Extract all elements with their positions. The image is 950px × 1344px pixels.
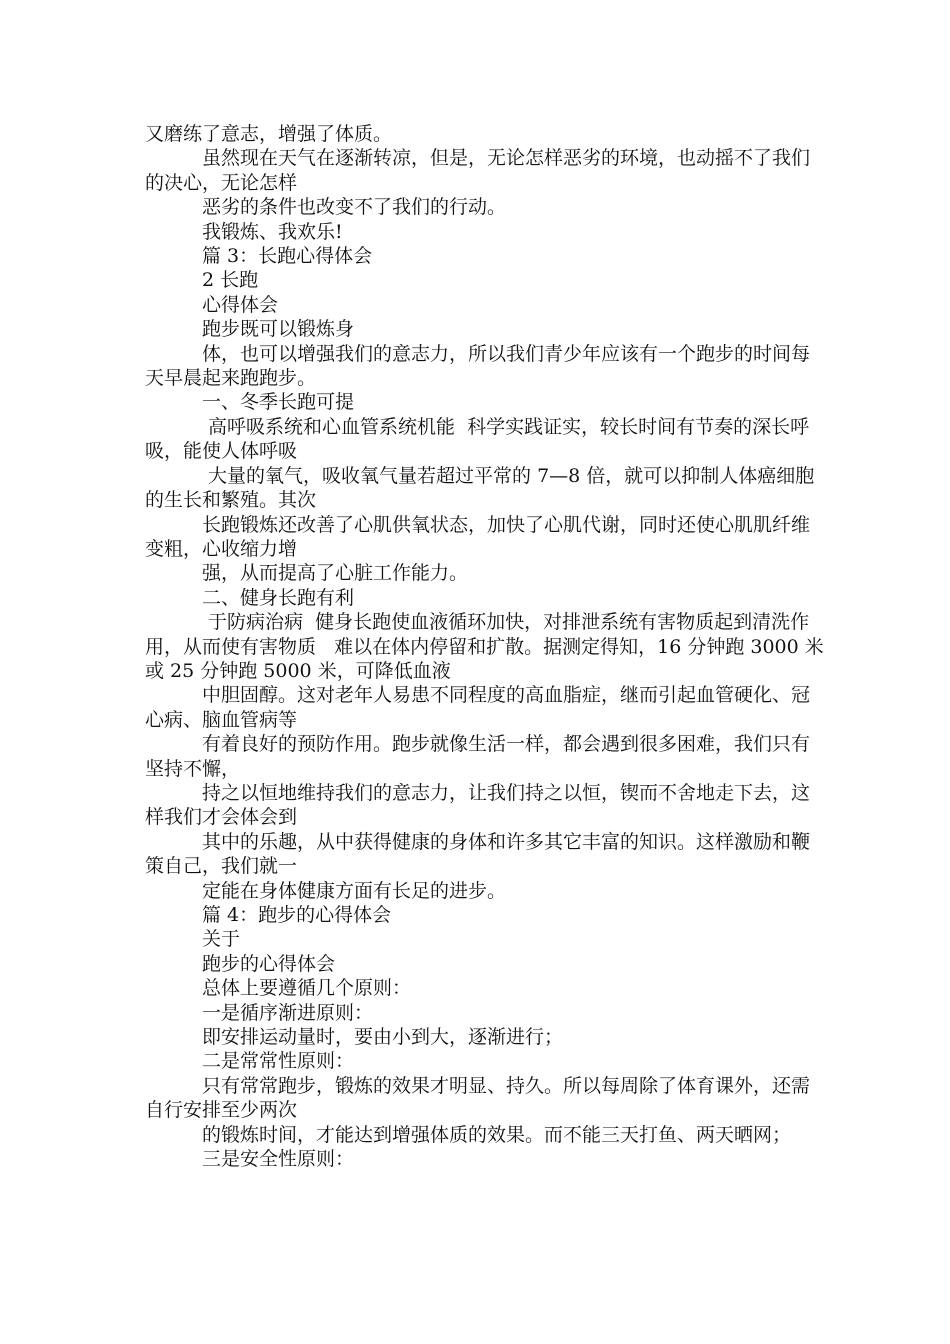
paragraph: 强，从而提高了心脏工作能力。 (202, 562, 469, 585)
paragraph: 持之以恒地维持我们的意志力，让我们持之以恒，锲而不舍地走下去，这样我们才会体会到 (145, 781, 811, 829)
paragraph: 的锻炼时间，才能达到增强体质的效果。而不能三天打鱼、两天晒网； (202, 1123, 792, 1146)
paragraph: 心得体会 (202, 293, 279, 316)
paragraph: 一、冬季长跑可提 (202, 391, 355, 414)
paragraph: 又磨练了意志，增强了体质。 (145, 123, 393, 145)
paragraph: 于防病治病 健身长跑使血液循环加快，对排泄系统有害物质起到清洗作用，从而使有害物质 难以在体内停留和扩散。据测定得知，16 分钟跑 3000 米或 25 分钟跑 5000 米，可降低血液 (145, 611, 824, 682)
paragraph: 二、健身长跑有利 (202, 586, 355, 609)
paragraph: 只有常常跑步，锻炼的效果才明显、持久。所以每周除了体育课外，还需自行安排至少两次 (145, 1074, 811, 1122)
paragraph: 二是常常性原则： (202, 1050, 355, 1073)
paragraph: 篇 4：跑步的心得体会 (202, 904, 392, 926)
paragraph: 虽然现在天气在逐渐转凉，但是，无论怎样恶劣的环境，也动摇不了我们的决心，无论怎样 (145, 147, 811, 194)
paragraph: 定能在身体健康方面有长足的进步。 (202, 879, 507, 902)
paragraph: 篇 3：长跑心得体会 (202, 245, 373, 268)
paragraph: 一是循序渐进原则： (202, 1001, 374, 1024)
paragraph: 长跑锻炼还改善了心肌供氧状态，加快了心肌代谢，同时还使心肌肌纤维变粗，心收缩力增 (145, 513, 811, 560)
paragraph: 其中的乐趣，从中获得健康的身体和许多其它丰富的知识。这样激励和鞭策自己，我们就一 (145, 830, 811, 878)
paragraph: 有着良好的预防作用。跑步就像生活一样，都会遇到很多困难，我们只有坚持不懈， (145, 733, 811, 780)
paragraph: 高呼吸系统和心血管系统机能 科学实践证实，较长时间有节奏的深长呼吸，能使人体呼吸 (145, 415, 810, 463)
paragraph: 我锻炼、我欢乐! (202, 220, 343, 243)
paragraph: 中胆固醇。这对老年人易患不同程度的高血脂症，继而引起血管硬化、冠心病、脑血管病等 (145, 684, 811, 731)
paragraph: 大量的氧气，吸收氧气量若超过平常的 7—8 倍，就可以抑制人体癌细胞的生长和繁殖。其次 (145, 464, 815, 512)
paragraph: 2 长跑 (202, 269, 259, 292)
paragraph: 总体上要遵循几个原则： (202, 977, 412, 1000)
paragraph: 跑步既可以锻炼身 (202, 318, 355, 341)
paragraph: 跑步的心得体会 (202, 952, 336, 975)
paragraph: 恶劣的条件也改变不了我们的行动。 (202, 196, 507, 219)
document-body (145, 122, 825, 1171)
paragraph: 体，也可以增强我们的意志力，所以我们青少年应该有一个跑步的时间每天早晨起来跑跑步。 (145, 342, 811, 390)
paragraph: 即安排运动量时，要由小到大，逐渐进行； (202, 1026, 564, 1049)
paragraph: 关于 (202, 928, 241, 951)
paragraph: 三是安全性原则： (202, 1148, 355, 1171)
